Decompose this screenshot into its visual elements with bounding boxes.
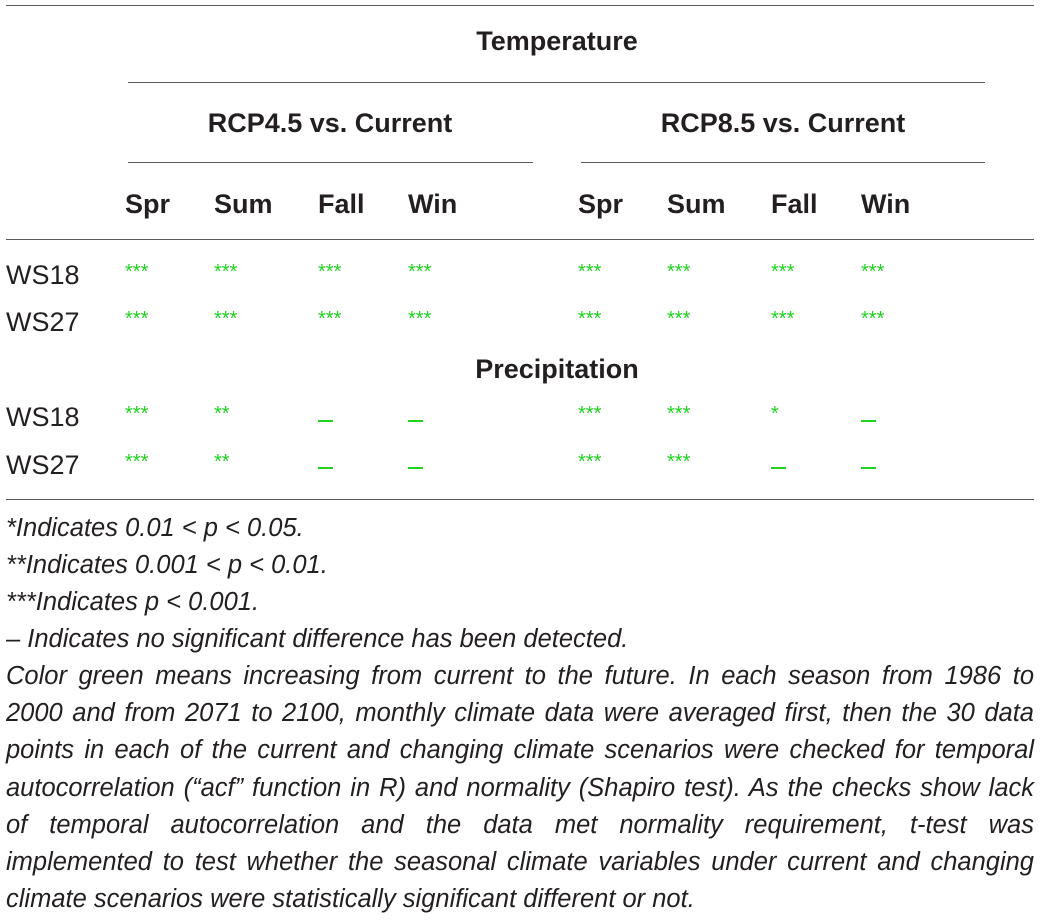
rcp85-header-rule (581, 162, 985, 163)
precipitation-header: Precipitation (475, 354, 639, 384)
no-difference-mark (861, 467, 876, 469)
significance-cell: *** (125, 403, 149, 425)
significance-cell: * (771, 403, 779, 425)
season-header: Sum (667, 189, 726, 219)
significance-cell: ** (214, 451, 230, 473)
temperature-header-rule (128, 82, 985, 83)
footnote-dash: – Indicates no significant difference has been detected. (6, 625, 629, 653)
row-label: WS18 (6, 402, 80, 432)
significance-cell: ** (214, 403, 230, 425)
footnote-double-asterisk: **Indicates 0.001 < p < 0.01. (6, 551, 328, 579)
significance-cell: *** (214, 261, 238, 283)
table-description: Color green means increasing from current to the future. In each season from 1986 to 2000 and from 2071 to 2100, monthly climate data were averaged first, then the 30 data points in each of the current and changing climate scenarios were checked for temporal autocorrelation (“acf” function in R) and normality (Shapiro test). As the checks show lack of temporal autocorrelation and the data met normality requirement, t-test was implemented to test whether the seasonal climate variables under current and changing climate scenarios were statistically significant different or not. (6, 662, 1034, 914)
scenario-header-rcp45: RCP4.5 vs. Current (207, 108, 453, 138)
significance-cell: *** (861, 308, 885, 330)
row-label: WS27 (6, 450, 80, 480)
significance-cell: *** (578, 261, 602, 283)
season-header: Sum (214, 189, 273, 219)
no-difference-mark (861, 420, 876, 422)
significance-cell: *** (667, 261, 691, 283)
significance-cell: *** (125, 261, 149, 283)
column-header-rule (6, 239, 1034, 240)
row-label: WS18 (6, 260, 80, 290)
season-header: Win (408, 189, 458, 219)
significance-cell: *** (578, 403, 602, 425)
significance-cell: *** (318, 308, 342, 330)
rcp45-header-rule (128, 162, 533, 163)
row-label: WS27 (6, 307, 80, 337)
season-header: Spr (125, 189, 171, 219)
significance-cell: *** (667, 308, 691, 330)
significance-cell: *** (578, 308, 602, 330)
significance-cell: *** (318, 261, 342, 283)
significance-cell: *** (667, 451, 691, 473)
significance-cell: *** (125, 308, 149, 330)
footnote-single-asterisk: *Indicates 0.01 < p < 0.05. (6, 514, 304, 542)
no-difference-mark (318, 420, 333, 422)
no-difference-mark (318, 467, 333, 469)
significance-cell: *** (861, 261, 885, 283)
season-header: Win (861, 189, 911, 219)
significance-cell: *** (578, 451, 602, 473)
no-difference-mark (408, 467, 423, 469)
no-difference-mark (771, 467, 786, 469)
season-header: Fall (771, 189, 818, 219)
table-top-rule (6, 5, 1034, 6)
table-bottom-rule (6, 499, 1034, 500)
scenario-header-rcp85: RCP8.5 vs. Current (660, 108, 906, 138)
significance-cell: *** (408, 261, 432, 283)
significance-cell: *** (771, 261, 795, 283)
significance-cell: *** (408, 308, 432, 330)
season-header: Spr (578, 189, 624, 219)
significance-cell: *** (125, 451, 149, 473)
significance-cell: *** (771, 308, 795, 330)
temperature-header: Temperature (476, 26, 638, 56)
footnote-triple-asterisk: ***Indicates p < 0.001. (6, 588, 260, 616)
significance-cell: *** (667, 403, 691, 425)
season-header: Fall (318, 189, 365, 219)
significance-cell: *** (214, 308, 238, 330)
no-difference-mark (408, 420, 423, 422)
